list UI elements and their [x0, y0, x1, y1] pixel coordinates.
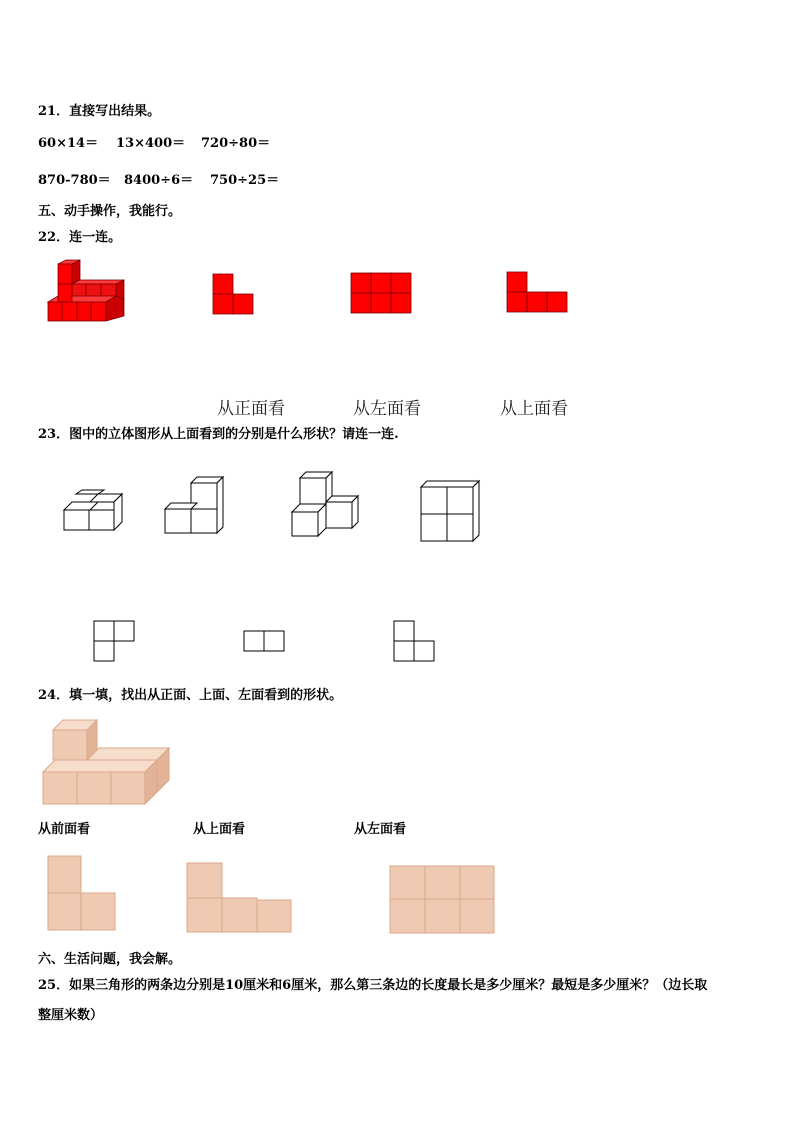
q22-title: 22．连一连。	[38, 230, 122, 245]
q24-view-shape-3	[390, 866, 496, 934]
q24-label-front: 从前面看	[38, 822, 91, 837]
q24-view-shape-2	[187, 863, 293, 933]
q24-label-left: 从左面看	[354, 822, 407, 837]
q21-expr-1: 60×14＝	[38, 136, 99, 151]
q23-solid-2	[165, 475, 229, 537]
q24-view-shape-1	[48, 856, 118, 932]
q23-top-view-3	[394, 621, 436, 663]
q22-view-shape-2	[351, 273, 413, 315]
section6-title: 六、生活问题，我会解。	[38, 952, 182, 967]
q23-solid-4	[421, 481, 483, 543]
q21-expr-3: 720÷80＝	[201, 136, 271, 151]
q21-title: 21．直接写出结果。	[38, 104, 161, 119]
q25-text-line1: 25．如果三角形的两条边分别是10厘米和6厘米，那么第三条边的长度最长是多少厘米？最短是多少厘米？（边长取	[38, 978, 708, 993]
q21-expr-6: 750÷25＝	[210, 173, 280, 188]
q23-solid-1	[64, 488, 128, 534]
q22-label-front: 从正面看	[217, 399, 285, 419]
q24-title: 24．填一填，找出从正面、上面、左面看到的形状。	[38, 688, 343, 703]
q22-view-shape-3	[507, 272, 569, 314]
q22-view-shape-1	[213, 274, 255, 316]
q21-expr-2: 13×400＝	[116, 136, 186, 151]
q23-top-view-2	[244, 631, 286, 653]
q21-expr-4: 870-780＝	[38, 173, 111, 188]
q24-label-top: 从上面看	[193, 822, 246, 837]
q23-solid-3	[292, 470, 362, 540]
q23-title: 23．图中的立体图形从上面看到的分别是什么形状？请连一连.	[38, 427, 399, 442]
q23-top-view-1	[94, 621, 136, 663]
q25-text-line2: 整厘米数）	[38, 1008, 104, 1023]
q22-label-left: 从左面看	[353, 399, 421, 419]
q22-red-solid	[44, 260, 128, 324]
section5-title: 五、动手操作，我能行。	[38, 204, 182, 219]
q21-expr-5: 8400÷6＝	[124, 173, 194, 188]
q24-peach-solid	[43, 716, 173, 808]
q22-label-top: 从上面看	[500, 399, 568, 419]
